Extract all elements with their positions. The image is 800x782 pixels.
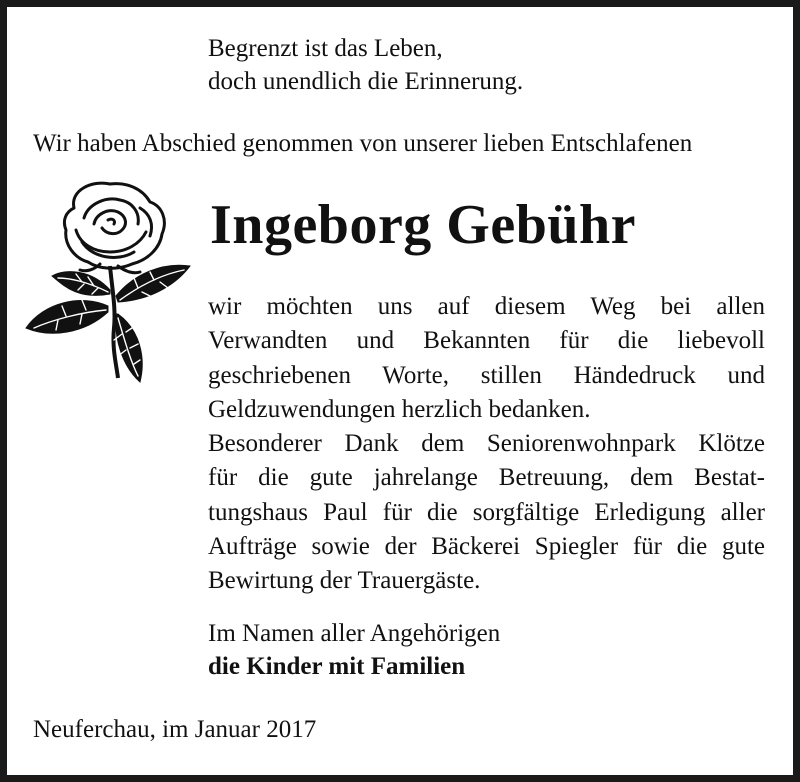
body-line: Besonderer Dank dem Seniorenwohnpark Klötze (208, 430, 765, 458)
rose-icon (22, 178, 194, 386)
body-line: für die gute jahrelange Betreuung, dem Bestat- (208, 464, 765, 492)
motto-line-2: doch unendlich die Erinnerung. (208, 68, 524, 95)
body-line: tungshaus Paul für die sorgfältige Erledigung aller (208, 498, 765, 526)
thank-you-text (208, 290, 765, 599)
motto-line-1: Begrenzt ist das Leben, (208, 35, 443, 62)
body-line: Bewirtung der Trauergäste. (208, 567, 481, 595)
body-line: Verwandten und Bekannten für die liebevoll (208, 327, 765, 355)
motto (208, 32, 523, 98)
body-line: Aufträge sowie der Bäckerei Spiegler für die gute (208, 533, 765, 561)
body-line: geschriebenen Worte, stillen Händedruck und (208, 361, 765, 389)
signature-line-1: Im Namen aller Angehörigen (208, 620, 501, 647)
body-line: Geldzuwendungen herzlich bedanken. (208, 395, 591, 423)
deceased-name: Ingeborg Gebühr (210, 194, 636, 256)
signature-line-2: die Kinder mit Familien (208, 653, 466, 680)
body-line: wir möchten uns auf diesem Weg bei allen (208, 293, 765, 320)
place-and-date: Neuferchau, im Januar 2017 (33, 716, 317, 743)
intro-text: Wir haben Abschied genommen von unserer lieben Entschlafenen (33, 130, 693, 157)
